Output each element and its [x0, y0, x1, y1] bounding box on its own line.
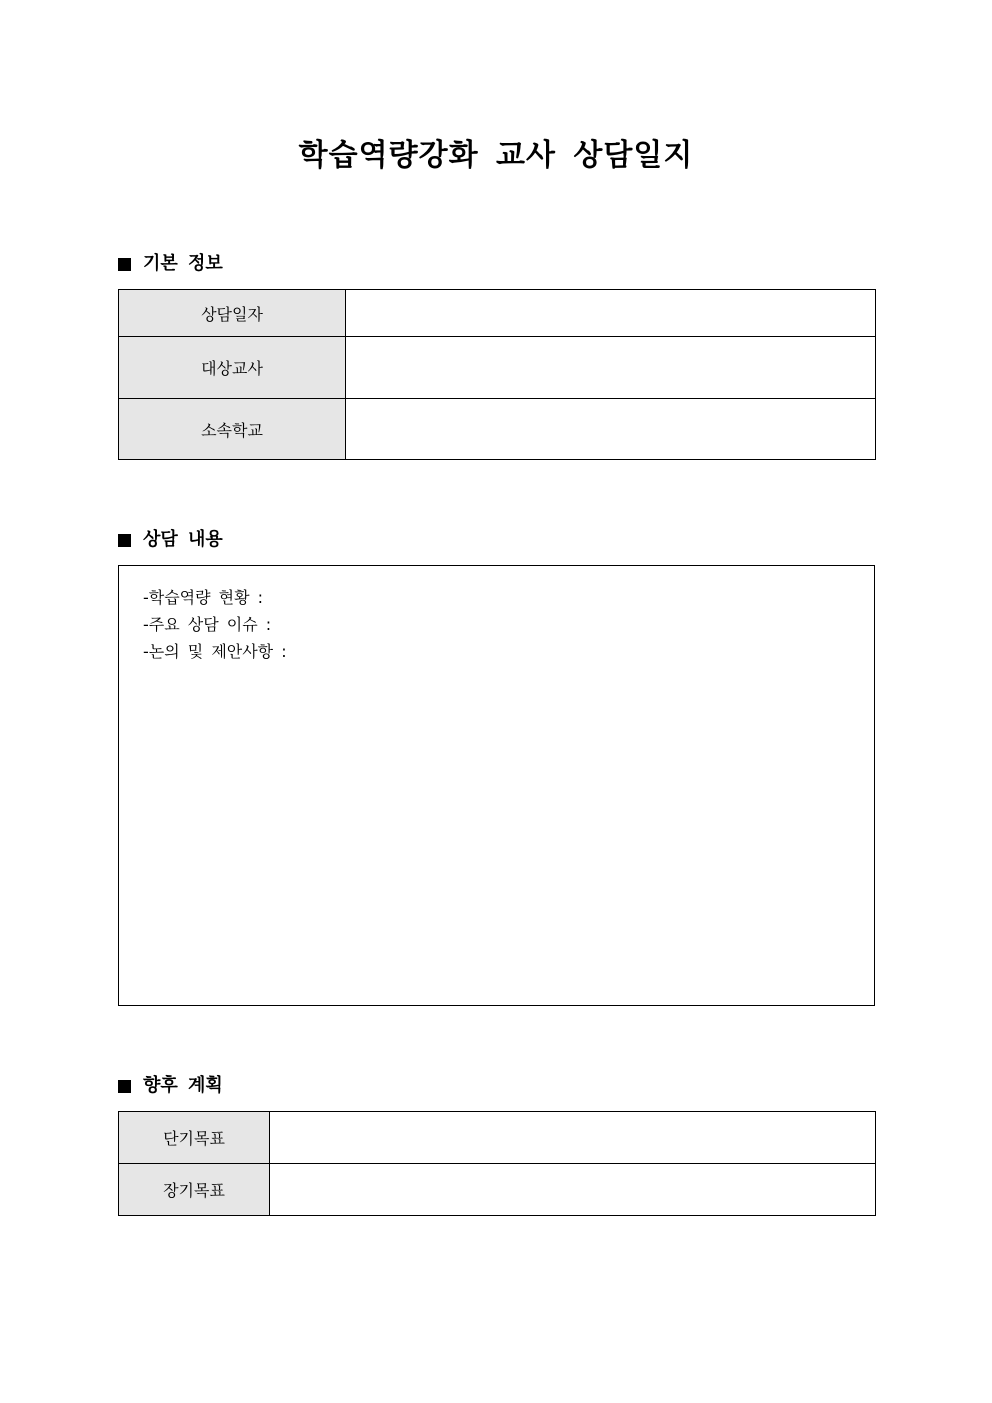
target-teacher-field[interactable] — [346, 337, 876, 399]
square-bullet-icon — [118, 258, 131, 271]
consultation-content-box[interactable] — [118, 565, 875, 1006]
consult-date-field[interactable] — [346, 290, 876, 337]
target-teacher-label: 대상교사 — [119, 337, 346, 399]
future-plan-table — [118, 1111, 876, 1216]
consultation-lines — [143, 584, 287, 665]
future-plan-heading-text: 향후 계획 — [143, 1075, 223, 1096]
long-term-goal-label: 장기목표 — [119, 1164, 270, 1216]
table-row — [119, 399, 876, 460]
consultation-heading-text: 상담 내용 — [143, 529, 223, 550]
table-row — [119, 290, 876, 337]
consult-date-label: 상담일자 — [119, 290, 346, 337]
long-term-goal-field[interactable] — [270, 1164, 876, 1216]
main-issue-line: -주요 상담 이슈 : — [143, 615, 272, 634]
short-term-goal-label: 단기목표 — [119, 1112, 270, 1164]
short-term-goal-field[interactable] — [270, 1112, 876, 1164]
future-plan-heading — [118, 1074, 223, 1098]
basic-info-heading — [118, 252, 223, 276]
square-bullet-icon — [118, 1080, 131, 1093]
learning-status-line: -학습역량 현황 : — [143, 588, 264, 607]
table-row — [119, 1164, 876, 1216]
school-field[interactable] — [346, 399, 876, 460]
basic-info-heading-text: 기본 정보 — [143, 253, 223, 274]
school-label: 소속학교 — [119, 399, 346, 460]
table-row — [119, 1112, 876, 1164]
square-bullet-icon — [118, 534, 131, 547]
table-row — [119, 337, 876, 399]
discussion-line: -논의 및 제안사항 : — [143, 642, 287, 661]
page-title: 학습역량강화 교사 상담일지 — [298, 138, 694, 173]
consultation-heading — [118, 528, 223, 552]
basic-info-table — [118, 289, 876, 460]
